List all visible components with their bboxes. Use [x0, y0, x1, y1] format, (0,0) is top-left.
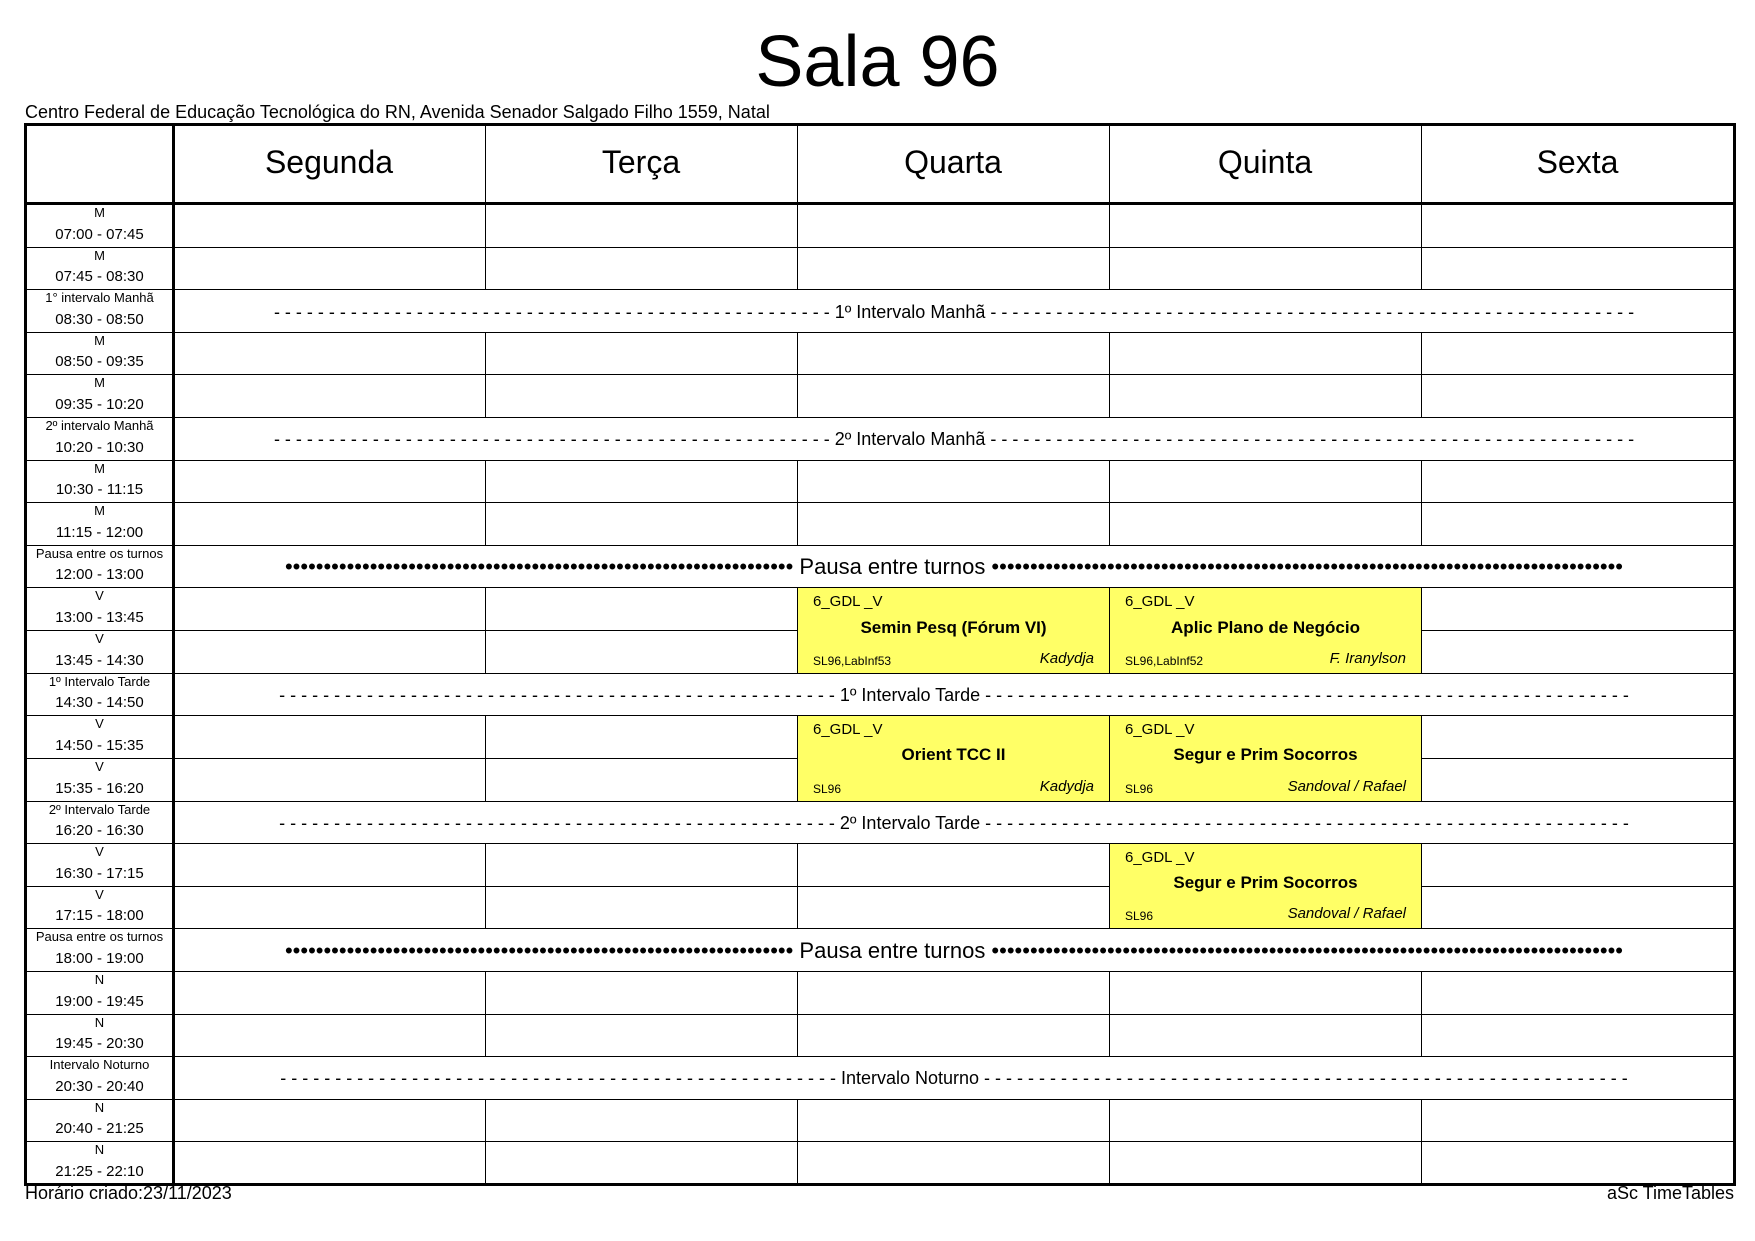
break-band: - - - - - - - - - - - - - - - - - - - - - - - - - - - - - - - - - - - - - - - - - - - - - - - - - - - 2º Intervalo Manhã - - - - - - - - - - - - - - - - - - - - - - - - - - - - - - - - - - - - - - - - - - - - - - - - - - - - - - - - - - - [273, 429, 1635, 450]
period-code: 1º Intervalo Tarde [48, 673, 151, 689]
break-band: •••••••••••••••••••••••••••••••••••••••••••••••••••••••••••••••••• Pausa entre turnos •••••••••••••••••••••••••••••••••••••••••••••••••••••••••••••••••••••••••••••••••• [284, 937, 1624, 963]
lesson-teacher: F. Iranylson [1329, 649, 1406, 667]
period-time: 09:35 - 10:20 [55, 396, 144, 414]
lesson-group: 6_GDL _V [813, 593, 883, 611]
period-code: 2º Intervalo Tarde [48, 801, 151, 817]
lesson-teacher: Kadydja [1039, 649, 1094, 667]
lesson-subject: Segur e Prim Socorros [1173, 873, 1358, 893]
period-code: V [95, 631, 104, 647]
lesson-room: SL96 [1125, 781, 1154, 796]
page-title: Sala 96 [755, 22, 1000, 102]
software-credit: aSc TimeTables [1606, 1183, 1734, 1203]
period-time: 19:45 - 20:30 [55, 1035, 144, 1053]
period-time: 08:50 - 09:35 [55, 353, 144, 371]
period-time: 20:30 - 20:40 [55, 1077, 144, 1095]
period-code: N [94, 1014, 105, 1030]
period-time: 21:25 - 22:10 [55, 1163, 144, 1180]
lesson-teacher: Kadydja [1039, 777, 1094, 795]
period-code: M [94, 247, 105, 263]
period-time: 16:30 - 17:15 [55, 864, 144, 882]
day-header-1: Segunda [264, 144, 394, 180]
period-code: M [94, 332, 105, 348]
break-band: - - - - - - - - - - - - - - - - - - - - - - - - - - - - - - - - - - - - - - - - - - - - - - - - - - - Intervalo Noturno - - - - - - - - - - - - - - - - - - - - - - - - - - - - - - - - - - - - - - - - - - - - - - - - - - - - - - - - - - - [280, 1068, 1628, 1089]
lesson-room: SL96 [1125, 909, 1154, 924]
lesson-subject: Aplic Plano de Negócio [1171, 617, 1360, 637]
period-time: 20:40 - 21:25 [55, 1120, 144, 1138]
period-time: 16:20 - 16:30 [55, 822, 144, 840]
period-time: 19:00 - 19:45 [55, 992, 144, 1010]
period-code: 2º intervalo Manhã [45, 418, 154, 434]
period-code: V [95, 716, 104, 732]
period-time: 13:00 - 13:45 [55, 609, 144, 627]
period-code: M [94, 460, 105, 476]
lesson-room: SL96,LabInf52 [1125, 653, 1204, 668]
period-code: V [95, 886, 104, 902]
break-band: - - - - - - - - - - - - - - - - - - - - - - - - - - - - - - - - - - - - - - - - - - - - - - - - - - - 1º Intervalo Tarde - - - - - - - - - - - - - - - - - - - - - - - - - - - - - - - - - - - - - - - - - - - - - - - - - - - - - - - - - - - [279, 685, 1629, 705]
period-code: M [94, 503, 105, 519]
period-code: Pausa entre os turnos [35, 545, 164, 561]
period-time: 10:30 - 11:15 [55, 481, 144, 499]
period-code: M [94, 205, 105, 220]
break-band: •••••••••••••••••••••••••••••••••••••••••••••••••••••••••••••••••• Pausa entre turnos •••••••••••••••••••••••••••••••••••••••••••••••••••••••••••••••••••••••••••••••••• [284, 554, 1624, 580]
table-frame [24, 123, 1736, 1186]
period-time: 17:15 - 18:00 [55, 907, 144, 925]
period-code: N [94, 971, 105, 987]
lesson-subject: Semin Pesq (Fórum VI) [860, 617, 1047, 637]
period-time: 11:15 - 12:00 [55, 523, 144, 541]
period-time: 12:00 - 13:00 [55, 566, 144, 584]
period-code: Pausa entre os turnos [35, 929, 164, 945]
break-band: - - - - - - - - - - - - - - - - - - - - - - - - - - - - - - - - - - - - - - - - - - - - - - - - - - - 1º Intervalo Manhã - - - - - - - - - - - - - - - - - - - - - - - - - - - - - - - - - - - - - - - - - - - - - - - - - - - - - - - - - - - [273, 301, 1635, 322]
period-time: 08:30 - 08:50 [55, 310, 144, 328]
lesson-teacher: Sandoval / Rafael [1287, 777, 1406, 795]
period-code: N [94, 1142, 105, 1158]
lesson-group: 6_GDL _V [1125, 721, 1195, 739]
period-time: 14:30 - 14:50 [55, 694, 144, 712]
period-time: 14:50 - 15:35 [55, 736, 144, 754]
period-code: M [94, 375, 105, 391]
school-address: Centro Federal de Educação Tecnológica do RN, Avenida Senador Salgado Filho 1559, Natal [25, 102, 770, 122]
day-header-3: Quarta [904, 144, 1002, 180]
period-time: 07:45 - 08:30 [55, 268, 144, 286]
period-time: 15:35 - 16:20 [55, 779, 144, 797]
lesson-subject: Orient TCC II [901, 745, 1006, 765]
period-code: V [95, 588, 104, 604]
day-header-4: Quinta [1217, 144, 1313, 180]
period-code: V [95, 844, 104, 860]
lesson-group: 6_GDL _V [1125, 849, 1195, 867]
period-code: Intervalo Noturno [49, 1057, 150, 1073]
period-time: 10:20 - 10:30 [55, 438, 144, 456]
period-code: N [94, 1099, 105, 1115]
lesson-subject: Segur e Prim Socorros [1173, 745, 1358, 765]
period-time: 13:45 - 14:30 [55, 651, 144, 669]
break-band: - - - - - - - - - - - - - - - - - - - - - - - - - - - - - - - - - - - - - - - - - - - - - - - - - - - 2º Intervalo Tarde - - - - - - - - - - - - - - - - - - - - - - - - - - - - - - - - - - - - - - - - - - - - - - - - - - - - - - - - - - - [279, 812, 1629, 833]
period-time: 07:00 - 07:45 [55, 225, 144, 243]
period-time: 18:00 - 19:00 [55, 949, 144, 967]
day-header-2: Terça [601, 144, 681, 180]
period-code: 1° intervalo Manhã [45, 290, 154, 306]
lesson-group: 6_GDL _V [1125, 593, 1195, 611]
lesson-group: 6_GDL _V [813, 721, 883, 739]
lesson-room: SL96,LabInf53 [813, 653, 892, 668]
lesson-teacher: Sandoval / Rafael [1287, 905, 1406, 923]
lesson-room: SL96 [813, 781, 842, 796]
created-date: Horário criado:23/11/2023 [25, 1183, 232, 1203]
day-header-5: Sexta [1536, 144, 1619, 180]
period-code: V [95, 758, 104, 774]
